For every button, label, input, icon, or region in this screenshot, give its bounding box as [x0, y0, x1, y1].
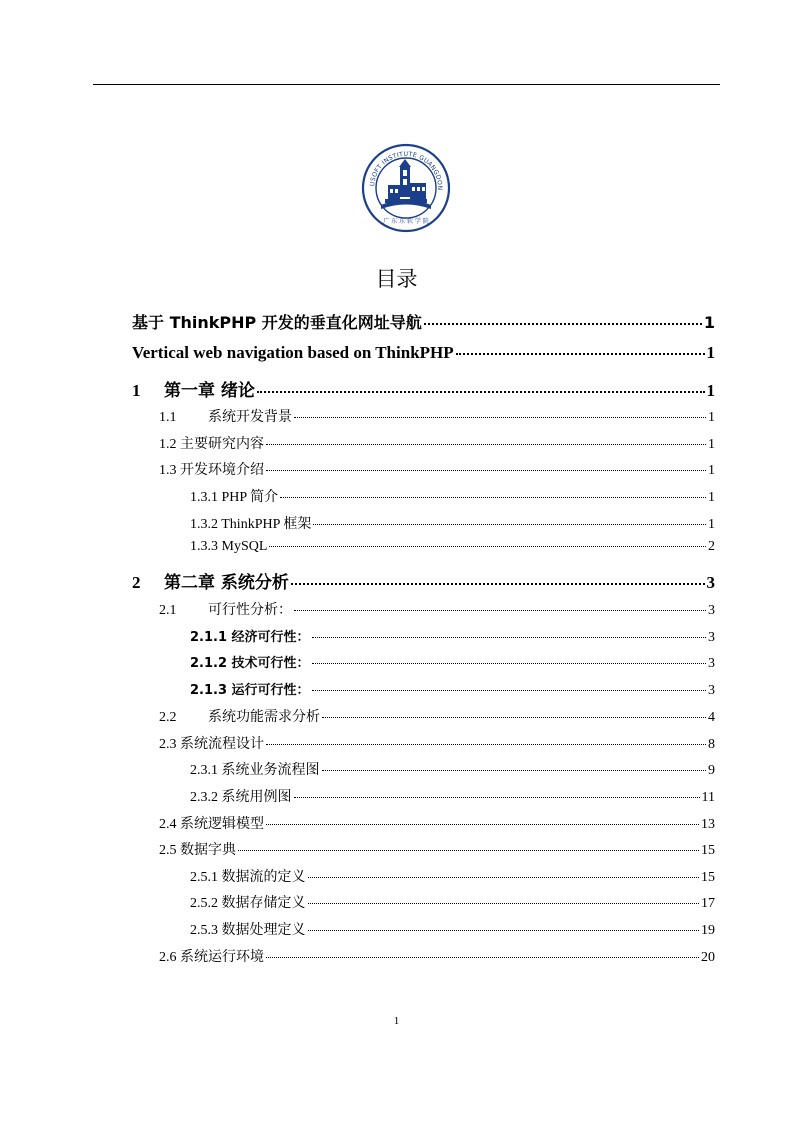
toc-entry-number: 1 [132, 381, 141, 400]
toc-entry-page: 1 [703, 313, 715, 332]
dot-leader [266, 824, 699, 825]
toc-entry-label: 1.3.3 MySQL [190, 539, 268, 554]
dot-leader [291, 583, 705, 585]
toc-entry[interactable] [159, 706, 715, 726]
toc-entry-label: 第一章 绪论 [164, 381, 255, 401]
toc-entry-label: 系统开发背景 [208, 410, 292, 425]
toc-entry-page: 1 [708, 490, 715, 505]
toc-entry-label: 2.6 系统运行环境 [159, 950, 264, 965]
toc-entry-page: 11 [701, 790, 715, 805]
toc-entry[interactable] [190, 919, 715, 939]
dot-leader [266, 470, 706, 471]
toc-entry-page: 19 [701, 923, 715, 938]
toc-entry-page: 3 [708, 603, 715, 618]
toc-entry-label: 2.3.1 系统业务流程图 [190, 763, 320, 778]
dot-leader [308, 930, 700, 931]
toc-entry-label: 1.2 主要研究内容 [159, 437, 264, 452]
toc-entry-page: 3 [706, 573, 715, 592]
dot-leader [312, 663, 706, 664]
toc-entry-label: 第二章 系统分析 [164, 573, 289, 593]
toc-entry-label: 系统功能需求分析 [208, 710, 320, 725]
toc-entry-page: 17 [701, 896, 715, 911]
toc-entry[interactable] [190, 626, 715, 646]
toc-entry-page: 1 [706, 381, 715, 400]
dot-leader [322, 770, 707, 771]
toc-entry-page: 3 [708, 656, 715, 671]
toc-entry[interactable] [132, 376, 715, 401]
toc-entry[interactable] [159, 459, 715, 479]
toc-entry[interactable] [132, 343, 715, 363]
dot-leader [456, 353, 705, 355]
dot-leader [424, 323, 702, 325]
toc-entry-label: 1.3.1 PHP 简介 [190, 490, 279, 505]
toc-entry-label: Vertical web navigation based on ThinkPHP [132, 343, 454, 362]
toc-entry[interactable] [159, 733, 715, 753]
dot-leader [312, 637, 706, 638]
toc-entry[interactable] [159, 599, 715, 619]
toc-entry-page: 8 [708, 737, 715, 752]
dot-leader [294, 797, 700, 798]
toc-entry-number: 2 [132, 573, 141, 592]
toc-entry-label: 2.3 系统流程设计 [159, 737, 264, 752]
toc-entry-number: 2.1 [159, 603, 177, 618]
toc-entry[interactable] [190, 866, 715, 886]
svg-text:广 东 东 软 学 院: 广 东 东 软 学 院 [383, 218, 429, 225]
toc-entry-label: 2.5 数据字典 [159, 843, 236, 858]
svg-text:NEUSOFT INSTITUTE GUANGDONG: USOFT INSTITUTE GUANGDON [368, 150, 444, 191]
toc-entry-label: 基于 ThinkPHP 开发的垂直化网址导航 [132, 313, 422, 332]
toc-entry-label: 2.5.3 数据处理定义 [190, 923, 306, 938]
toc-entry[interactable] [159, 839, 715, 859]
toc-entry[interactable] [190, 759, 715, 779]
dot-leader [238, 850, 699, 851]
dot-leader [308, 877, 700, 878]
toc-entry[interactable] [132, 310, 715, 333]
toc-entry-page: 20 [701, 950, 715, 965]
toc-entry-number: 2.2 [159, 710, 177, 725]
toc-entry-page: 3 [708, 683, 715, 698]
toc-entry-label: 2.5.1 数据流的定义 [190, 870, 306, 885]
toc-entry-label: 2.5.2 数据存储定义 [190, 896, 306, 911]
dot-leader [266, 957, 699, 958]
toc-entry-page: 4 [708, 710, 715, 725]
dot-leader [269, 546, 706, 547]
header-rule [93, 84, 720, 85]
toc-entry-page: 1 [706, 343, 715, 362]
toc-entry-label: 2.1.3 运行可行性： [190, 683, 310, 698]
dot-leader [266, 444, 706, 445]
university-seal-icon [361, 143, 451, 233]
toc-entry-label: 2.4 系统逻辑模型 [159, 817, 264, 832]
toc-entry[interactable] [132, 568, 715, 593]
toc-entry-page: 1 [708, 437, 715, 452]
toc-entry-label: 1.3 开发环境介绍 [159, 463, 264, 478]
toc-entry-label: 2.1.2 技术可行性： [190, 656, 310, 671]
toc-entry-page: 15 [701, 843, 715, 858]
toc-entry-page: 15 [701, 870, 715, 885]
toc-entry-label: 1.3.2 ThinkPHP 框架 [190, 517, 312, 532]
toc-entry[interactable] [190, 652, 715, 672]
toc-title: 目录 [375, 267, 418, 291]
toc-entry-label: 可行性分析： [208, 603, 292, 618]
dot-leader [257, 391, 705, 393]
toc-entry[interactable] [190, 539, 715, 555]
toc-entry[interactable] [159, 813, 715, 833]
toc-entry[interactable] [159, 946, 715, 966]
toc-entry-page: 3 [708, 630, 715, 645]
toc-entry-label: 2.3.2 系统用例图 [190, 790, 292, 805]
dot-leader [322, 717, 706, 718]
toc-entry-page: 13 [701, 817, 715, 832]
dot-leader [313, 524, 706, 525]
toc-entry-page: 2 [708, 539, 715, 554]
toc-entry[interactable] [159, 433, 715, 453]
dot-leader [312, 690, 706, 691]
toc-entry[interactable] [190, 786, 715, 806]
toc-entry-page: 9 [708, 763, 715, 778]
toc-entry-label: 2.1.1 经济可行性： [190, 630, 310, 645]
toc-entry-page: 1 [708, 463, 715, 478]
toc-entry-number: 1.1 [159, 410, 177, 425]
toc-entry-page: 1 [708, 517, 715, 532]
dot-leader [294, 610, 706, 611]
toc-entry-page: 1 [708, 410, 715, 425]
dot-leader [266, 744, 706, 745]
dot-leader [280, 497, 706, 498]
toc-entry[interactable] [190, 486, 715, 506]
toc-entry[interactable] [190, 513, 715, 533]
toc-entry[interactable] [190, 892, 715, 912]
page-number: 1 [393, 1015, 400, 1027]
toc-entry[interactable] [190, 679, 715, 699]
dot-leader [294, 417, 706, 418]
toc-entry[interactable] [159, 406, 715, 426]
dot-leader [308, 903, 700, 904]
